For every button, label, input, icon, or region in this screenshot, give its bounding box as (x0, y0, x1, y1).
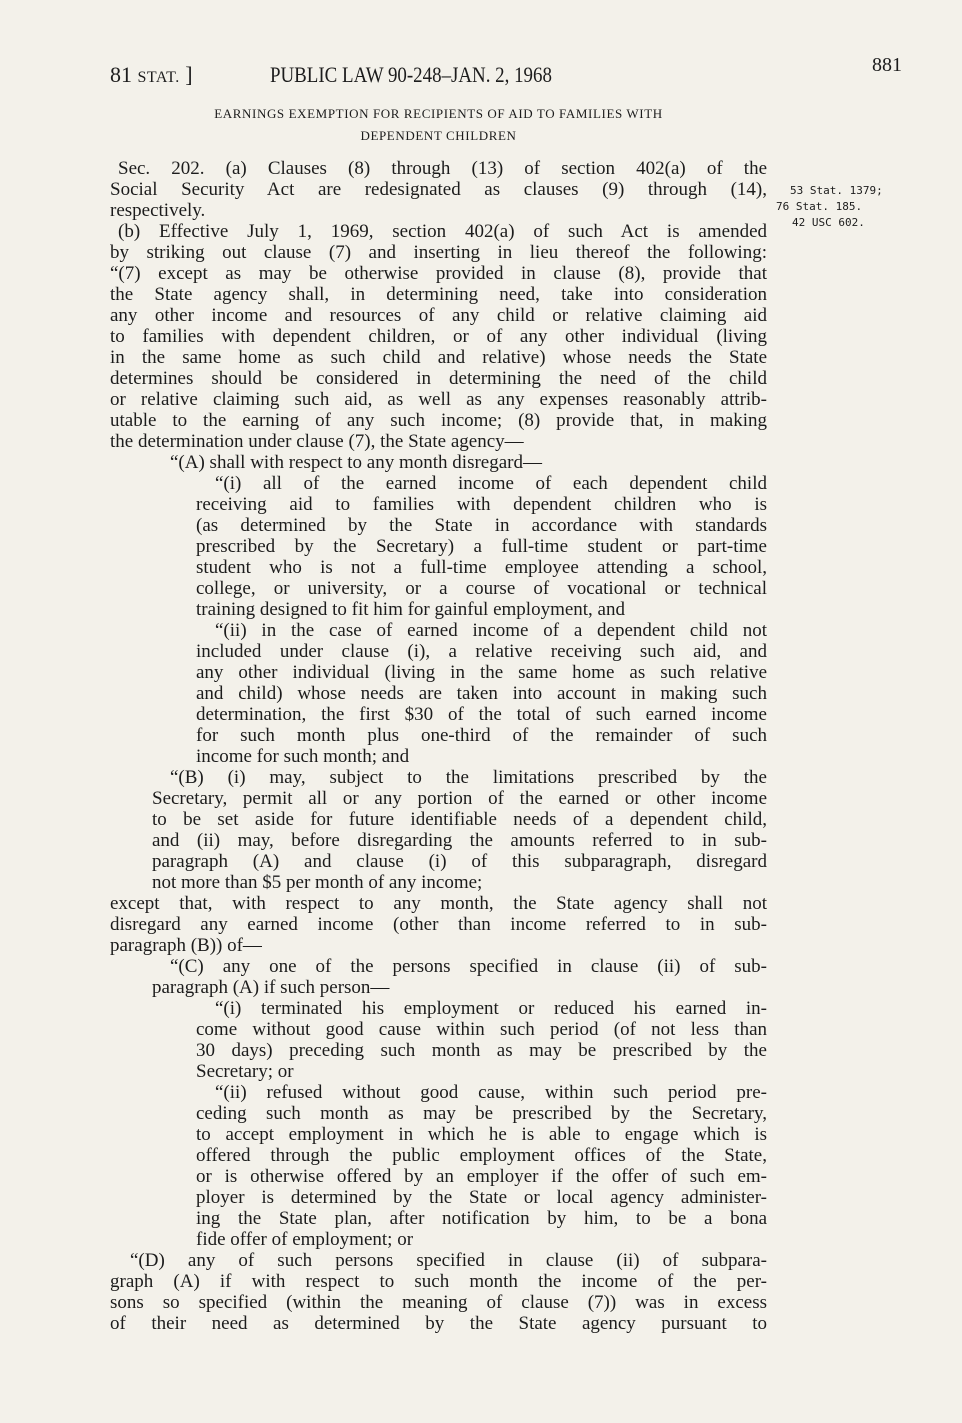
text-line: receiving aid to families with dependent children who is (196, 494, 767, 515)
text-line: determines should be considered in determining the need of the child (110, 368, 767, 389)
statute-volume (110, 62, 193, 88)
text-line: Secretary; or (196, 1061, 294, 1082)
text-line: graph (A) if with respect to such month the income of the per- (110, 1271, 767, 1292)
text-line: “(B) (i) may, subject to the limitations prescribed by the (170, 767, 767, 788)
text-line: “(7) except as may be otherwise provided in clause (8), provide that (110, 263, 767, 284)
text-line: any other income and resources of any child or relative claiming aid (110, 305, 767, 326)
text-line: to families with dependent children, or of any other individual (living (110, 326, 767, 347)
bracket: ] (185, 62, 193, 87)
text-line: offered through the public employment offices of the State, (196, 1145, 767, 1166)
text-line: or relative claiming such aid, as well as any expenses reasonably attrib- (110, 389, 767, 410)
text-line: paragraph (A) and clause (i) of this subparagraph, disregard (152, 851, 767, 872)
text-line: training designed to fit him for gainful employment, and (196, 599, 625, 620)
text-line: “(ii) refused without good cause, within such period pre- (215, 1082, 767, 1103)
page-number: 881 (872, 54, 902, 76)
text-line: come without good cause within such period (of not less than (196, 1019, 767, 1040)
text-line: by striking out clause (7) and inserting in lieu thereof the following: (110, 242, 767, 263)
text-line: “(i) terminated his employment or reduced his earned in- (215, 998, 767, 1019)
text-line: ployer is determined by the State or local agency administer- (196, 1187, 767, 1208)
text-line: fide offer of employment; or (196, 1229, 414, 1250)
text-line: included under clause (i), a relative receiving such aid, and (196, 641, 767, 662)
text-line: income for such month; and (196, 746, 410, 767)
margin-note: 53 Stat. 1379; (790, 184, 883, 197)
body-text (110, 158, 767, 1334)
text-line: and child) whose needs are taken into account in making such (196, 683, 767, 704)
text-line: or is otherwise offered by an employer if the offer of such em- (196, 1166, 767, 1187)
text-line: “(D) any of such persons specified in clause (ii) of subpara- (130, 1250, 767, 1271)
text-line: the State agency shall, in determining need, take into consideration (110, 284, 767, 305)
text-line: 30 days) preceding such month as may be prescribed by the (196, 1040, 767, 1061)
text-line: (b) Effective July 1, 1969, section 402(a) of such Act is amended (118, 221, 767, 242)
text-line: respectively. (110, 200, 206, 221)
text-line: ing the State plan, after notification by him, to be a bona (196, 1208, 767, 1229)
law-title: PUBLIC LAW 90-248–JAN. 2, 1968 (270, 62, 552, 87)
text-line: “(A) shall with respect to any month disregard— (170, 452, 542, 473)
text-line: in the same home as such child and relative) whose needs the State (110, 347, 767, 368)
text-line: determination, the first $30 of the total of such earned income (196, 704, 767, 725)
text-line: paragraph (B)) of— (110, 935, 262, 956)
text-line: college, or university, or a course of vocational or technical (196, 578, 767, 599)
text-line: utable to the earning of any such income; (8) provide that, in making (110, 410, 767, 431)
text-line: except that, with respect to any month, the State agency shall not (110, 893, 767, 914)
text-line: “(ii) in the case of earned income of a dependent child not (215, 620, 767, 641)
text-line: to accept employment in which he is able to engage which is (196, 1124, 767, 1145)
section-heading-line-2: DEPENDENT CHILDREN (360, 128, 517, 143)
text-line: to be set aside for future identifiable needs of a dependent child, (152, 809, 767, 830)
text-line: “(i) all of the earned income of each dependent child (215, 473, 767, 494)
section-heading-line-1: EARNINGS EXEMPTION FOR RECIPIENTS OF AID TO FAMILIES WITH (214, 106, 663, 121)
text-line: Sec. 202. (a) Clauses (8) through (13) of section 402(a) of the (118, 158, 767, 179)
text-line: “(C) any one of the persons specified in clause (ii) of sub- (170, 956, 767, 977)
volume-unit: STAT. (137, 69, 180, 86)
text-line: for such month plus one-third of the remainder of such (196, 725, 767, 746)
text-line: ceding such month as may be prescribed by the Secretary, (196, 1103, 767, 1124)
text-line: paragraph (A) if such person— (152, 977, 390, 998)
volume-number: 81 (110, 62, 132, 87)
text-line: Secretary, permit all or any portion of the earned or other income (152, 788, 767, 809)
text-line: sons so specified (within the meaning of clause (7)) was in excess (110, 1292, 767, 1313)
text-line: of their need as determined by the State agency pursuant to (110, 1313, 767, 1334)
margin-note: 76 Stat. 185. (776, 200, 863, 213)
text-line: student who is not a full-time employee attending a school, (196, 557, 767, 578)
text-line: prescribed by the Secretary) a full-time student or part-time (196, 536, 767, 557)
text-line: disregard any earned income (other than income referred to in sub- (110, 914, 767, 935)
text-line: any other individual (living in the same home as such relative (196, 662, 767, 683)
margin-note: 42 USC 602. (792, 216, 865, 229)
text-line: not more than $5 per month of any income; (152, 872, 483, 893)
text-line: Social Security Act are redesignated as clauses (9) through (14), (110, 179, 767, 200)
text-line: the determination under clause (7), the State agency— (110, 431, 524, 452)
text-line: (as determined by the State in accordance with standards (196, 515, 767, 536)
text-line: and (ii) may, before disregarding the amounts referred to in sub- (152, 830, 767, 851)
